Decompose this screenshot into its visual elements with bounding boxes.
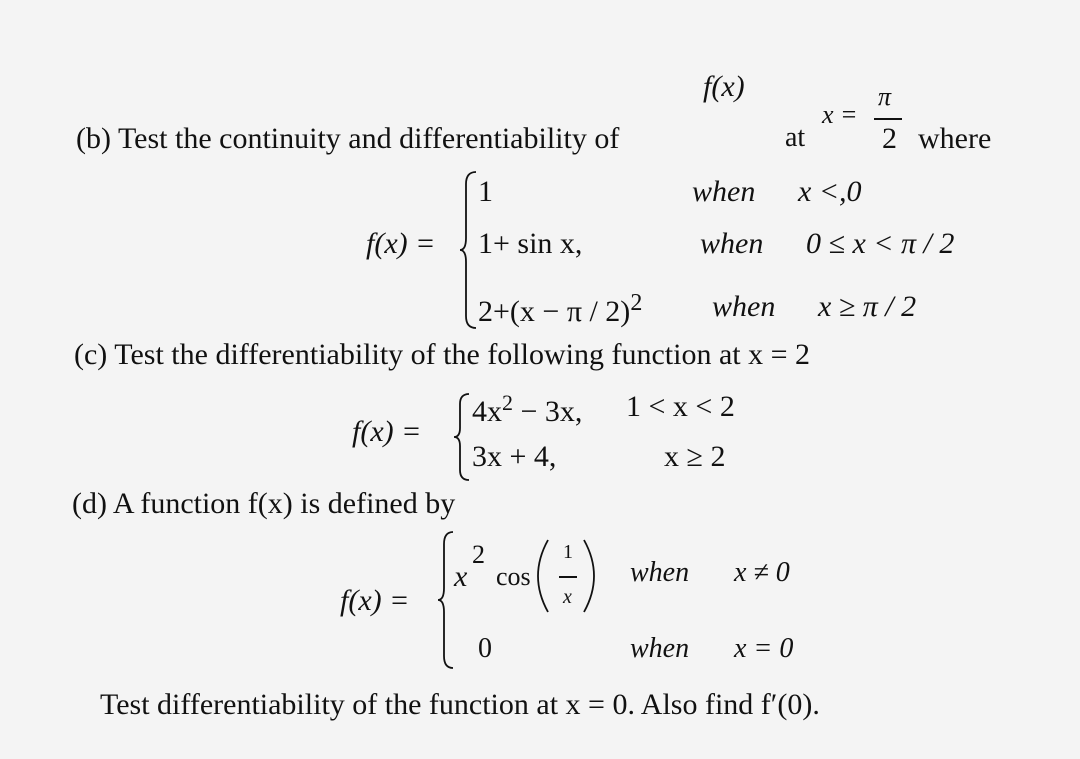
part-d-case2-expr: 0 — [478, 633, 492, 664]
part-d-fraction-bar — [559, 576, 577, 578]
part-d-closing: Test differentiability of the function at x = 0. Also find f′(0). — [100, 688, 820, 721]
part-c-case1-rest: − 3x, — [513, 395, 583, 428]
part-c-intro: (c) Test the differentiability of the following function at x = 2 — [74, 338, 811, 371]
part-d-case2-when: when — [630, 633, 690, 664]
part-c-case2-expr: 3x + 4, — [472, 440, 557, 473]
part-b-case3-expr-text: 2+(x − π / 2) — [478, 295, 631, 328]
part-d-right-paren — [582, 538, 596, 614]
part-b-pi-fraction-bar — [874, 118, 902, 120]
part-b-case1-when: when — [692, 175, 756, 208]
part-d-case1-x: x — [454, 560, 468, 593]
part-b-intro: (b) Test the continuity and differentiability of — [76, 122, 620, 155]
part-b-pi: π — [878, 82, 892, 111]
part-c-lhs: f(x) = — [352, 415, 422, 448]
part-c-left-brace — [452, 392, 472, 482]
part-d-left-paren — [536, 538, 550, 614]
part-d-case1-numerator: 1 — [563, 541, 573, 563]
part-b-case3-when: when — [712, 290, 776, 323]
part-b-lhs: f(x) = — [366, 227, 436, 260]
part-b-case2-cond: 0 ≤ x < π / 2 — [806, 227, 955, 260]
part-b-case1-cond: x <,0 — [798, 175, 862, 208]
part-d-case1-cos: cos — [496, 562, 531, 591]
part-c-case1-cond: 1 < x < 2 — [626, 390, 735, 423]
part-b-case2-expr — [478, 227, 582, 261]
part-b-left-brace — [458, 170, 480, 330]
part-b-case3-expr — [478, 290, 642, 329]
part-d-case2-cond: x = 0 — [734, 633, 794, 664]
part-b-case1-expr: 1 — [478, 175, 493, 208]
part-b-func-label: f(x) — [703, 70, 745, 103]
part-b-two: 2 — [882, 122, 897, 155]
part-d-case1-when: when — [630, 557, 690, 588]
part-d-lhs: f(x) = — [340, 584, 410, 617]
part-d-case1-denominator: x — [563, 586, 572, 608]
part-b-case3-cond: x ≥ π / 2 — [818, 290, 917, 323]
part-d-case1-cond: x ≠ 0 — [734, 557, 790, 588]
part-c-case1-exponent: 2 — [502, 390, 513, 415]
part-d-case1-exponent: 2 — [472, 540, 485, 569]
part-c-case1-expr — [472, 390, 582, 429]
part-b-case2-when: when — [700, 227, 764, 260]
part-d-intro: (d) A function f(x) is defined by — [72, 487, 456, 520]
part-b-case2-expr-text: 1+ sin x, — [478, 227, 583, 260]
part-d-left-brace — [436, 530, 456, 670]
part-c-case2-cond: x ≥ 2 — [664, 440, 726, 473]
part-b-where: where — [918, 122, 992, 155]
part-b-x-equals: x = — [822, 100, 858, 129]
part-b-case3-exponent: 2 — [630, 290, 643, 316]
part-c-case1-base: 4x — [472, 395, 502, 428]
part-b-at: at — [785, 122, 806, 153]
